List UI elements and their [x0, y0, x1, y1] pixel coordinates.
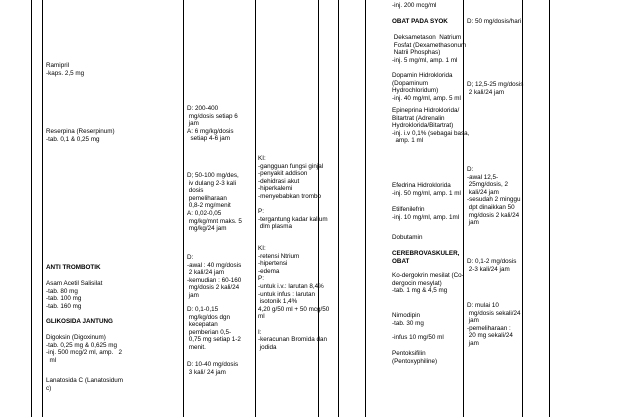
drug-entry-ramipril: Ramipril -kaps. 2,5 mg — [46, 62, 85, 77]
section-heading-anti-trombotik: ANTI TROMBOTIK — [46, 264, 101, 271]
column-divider — [42, 0, 43, 417]
dosage-text: D: -awal : 40 mg/dosis 2 kali/24 jam -kemudian : 60-160 mg/dosis 2 kali/24 jam — [187, 254, 242, 299]
dosage-text: D; 50-100 mg/des, iv dulang 2-3 kali dosis pemeliharaan 0,8-2 mg/menit A: 0,02-0,05 mg/kg/mnt maks. 5 mg/kg/24 jam — [187, 172, 242, 233]
drug-entry-reserpina: Reserpina (Reserpinum) -tab. 0,1 & 0,25 mg — [46, 128, 115, 143]
contraindication-text: KI: -retensi Ntrium -hipertensi -edema P: -untuk i.v.: larutan 8,4% -untuk infus : larutan isotonik 1,4% 4,20 g/50 ml + 50 mcg/50 ml I: -keracunan Bromida dan jodida — [258, 245, 330, 351]
column-divider — [31, 0, 32, 417]
dosage-text: D: 0,1-2 mg/dosis 2-3 kali/24 jam — [467, 258, 517, 273]
drug-entry-dobutamin: Dobutamin — [392, 234, 423, 241]
contraindication-text: KI: -gangguan fungsi ginjal -penyakit addison -dehidrasi akut -hiperkalemi -menyebabkan trombo P: -tergantung kadar kalium dlm plasma — [258, 155, 328, 231]
drug-entry-ko-dergokrin: Ko-dergokrin mesilat (Co- dergocin mesylat) -tab. 1 mg & 4,5 mg — [392, 272, 464, 295]
column-divider — [549, 0, 550, 417]
dosage-text: D: -awal 12,5- 25mg/dosis, 2 kali/24 jam -sesudah 2 minggu dpt dinaikkan 50 mg/dosis 2 kali/24 jam — [467, 166, 521, 227]
drug-entry-digoksin: Digoksin (Digoxinum) -tab. 0,25 mg & 0,625 mg -inj. 500 mcg/2 ml, amp. 2 ml — [46, 334, 122, 364]
column-divider — [365, 0, 366, 417]
column-divider — [183, 0, 184, 417]
dosage-text: D: mulai 10 mg/dosis sekali/24 jam -pemeliharaan : 20 mg sekali/24 jam — [467, 302, 521, 347]
dosage-text: D; 12,5-25 mg/dosis 2 kali/24 jam — [467, 81, 524, 96]
drug-entry-pentoksifilin: Pentoksifilin (Pentoxyphiline) — [392, 350, 438, 365]
drug-entry-dopamin: Dopamin Hidroklorida (Dopaminum Hydrochloridum) -inj. 40 mg/ml, amp. 5 ml — [392, 72, 461, 102]
right-table — [320, 0, 638, 417]
dosage-text: D: 0,1-0,15 mg/kg/dos dgn kecepatan pemberian 0,5- 0,75 mg setiap 1-2 menit. — [187, 306, 241, 351]
drug-entry-efedrina: Efedrina Hidroklorida -inj. 50 mg/ml, amp. 1 ml — [392, 182, 461, 197]
dosage-text: D: 10-40 mg/dosis 3 kali/ 24 jam — [187, 361, 239, 376]
section-heading-cerebrovaskuler: CEREBROVASKULER, OBAT — [392, 250, 460, 265]
drug-entry-etilefenefrin: Etilfenilefrin -inj. 10 mg/ml, amp. 1ml — [392, 206, 460, 221]
dosage-text: D: 50 mg/dosis/hari — [467, 18, 522, 25]
drug-entry: -inj. 200 mcg/ml — [392, 2, 437, 9]
drug-entry-asam-acetil: Asam Acetil Salisilat -tab. 80 mg -tab. 100 mg -tab. 160 mg — [46, 280, 103, 310]
column-divider — [338, 0, 339, 417]
section-heading-obat-pada-syok: OBAT PADA SYOK — [392, 18, 448, 25]
dosage-text: D: 200-400 mg/dosis setiap 6 jam A: 6 mg/kg/dosis setiap 4-6 jam — [187, 105, 238, 143]
drug-entry-epineprina: Epineprina Hidroklorida/ Bitartrat (Adrenalin Hydroklorida/Bitartrat) -inj. i.v 0,1% (sebagai basa, amp. 1 ml — [392, 107, 470, 145]
column-divider — [255, 0, 256, 417]
drug-entry-nimodipin: Nimodipin -tab. 30 mg — [392, 312, 424, 327]
drug-entry-deksametason: Deksametason Natrium Fosfat (Dexamethasonum Natrii Phosphas) -inj. 5 mg/ml, amp. 1 ml — [392, 34, 467, 64]
section-heading-glikosida: GLIKOSIDA JANTUNG — [46, 318, 113, 325]
drug-entry-lanatosida: Lanatosida C (Lanatosidum c) — [46, 377, 124, 392]
drug-entry-infus: -infus 10 mg/50 ml — [392, 334, 444, 341]
column-divider — [522, 0, 523, 417]
